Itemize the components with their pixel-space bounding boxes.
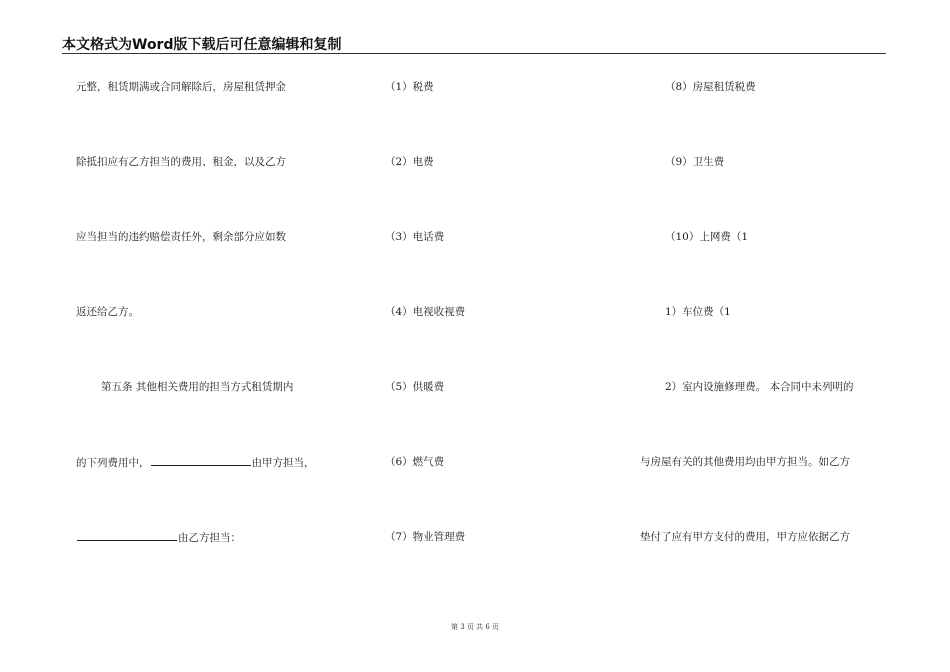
- right-text-line-1: （8）房屋租赁税费: [665, 81, 756, 93]
- header-divider: [62, 53, 886, 54]
- page-number: 第 3 页 共 6 页: [450, 623, 500, 631]
- document-header-title: 本文格式为Word版下载后可任意编辑和复制: [62, 37, 342, 53]
- fill-in-blank-tenant: [77, 530, 177, 541]
- fill-in-blank-landlord: [151, 455, 251, 466]
- right-text-line-2: （9）卫生费: [665, 156, 725, 168]
- right-text-line-7: 垫付了应有甲方支付的费用，甲方应依据乙方: [640, 531, 850, 543]
- left-text-line-5: 第五条 其他相关费用的担当方式租赁期内: [101, 381, 294, 393]
- left-text-line-6-prefix: 的下列费用中，: [76, 457, 150, 469]
- fee-item-6: （6）燃气费: [385, 456, 445, 468]
- left-text-line-6-suffix: 由甲方担当，: [251, 457, 315, 469]
- fee-item-3: （3）电话费: [385, 231, 445, 243]
- right-text-line-3: （10）上网费（1: [665, 231, 749, 243]
- left-text-line-7-suffix: 由乙方担当：: [178, 532, 241, 544]
- left-text-line-3: 应当担当的违约赔偿责任外，剩余部分应如数: [76, 231, 286, 243]
- fee-item-2: （2）电费: [385, 156, 434, 168]
- right-text-line-5: 2）室内设施修理费。 本合同中未列明的: [665, 381, 854, 393]
- right-text-line-6: 与房屋有关的其他费用均由甲方担当。如乙方: [640, 456, 850, 468]
- left-text-line-2: 除抵扣应有乙方担当的费用、租金，以及乙方: [76, 156, 286, 168]
- right-text-line-4: 1）车位费（1: [665, 306, 731, 318]
- left-text-line-4: 返还给乙方。: [76, 306, 139, 318]
- fee-item-1: （1）税费: [385, 81, 434, 93]
- left-text-line-6: [76, 455, 315, 470]
- fee-item-7: （7）物业管理费: [385, 531, 466, 543]
- left-text-line-1: 元整，租赁期满或合同解除后，房屋租赁押金: [76, 81, 286, 93]
- left-text-line-7: [76, 530, 241, 545]
- fee-item-4: （4）电视收视费: [385, 306, 466, 318]
- fee-item-5: （5）供暖费: [385, 381, 445, 393]
